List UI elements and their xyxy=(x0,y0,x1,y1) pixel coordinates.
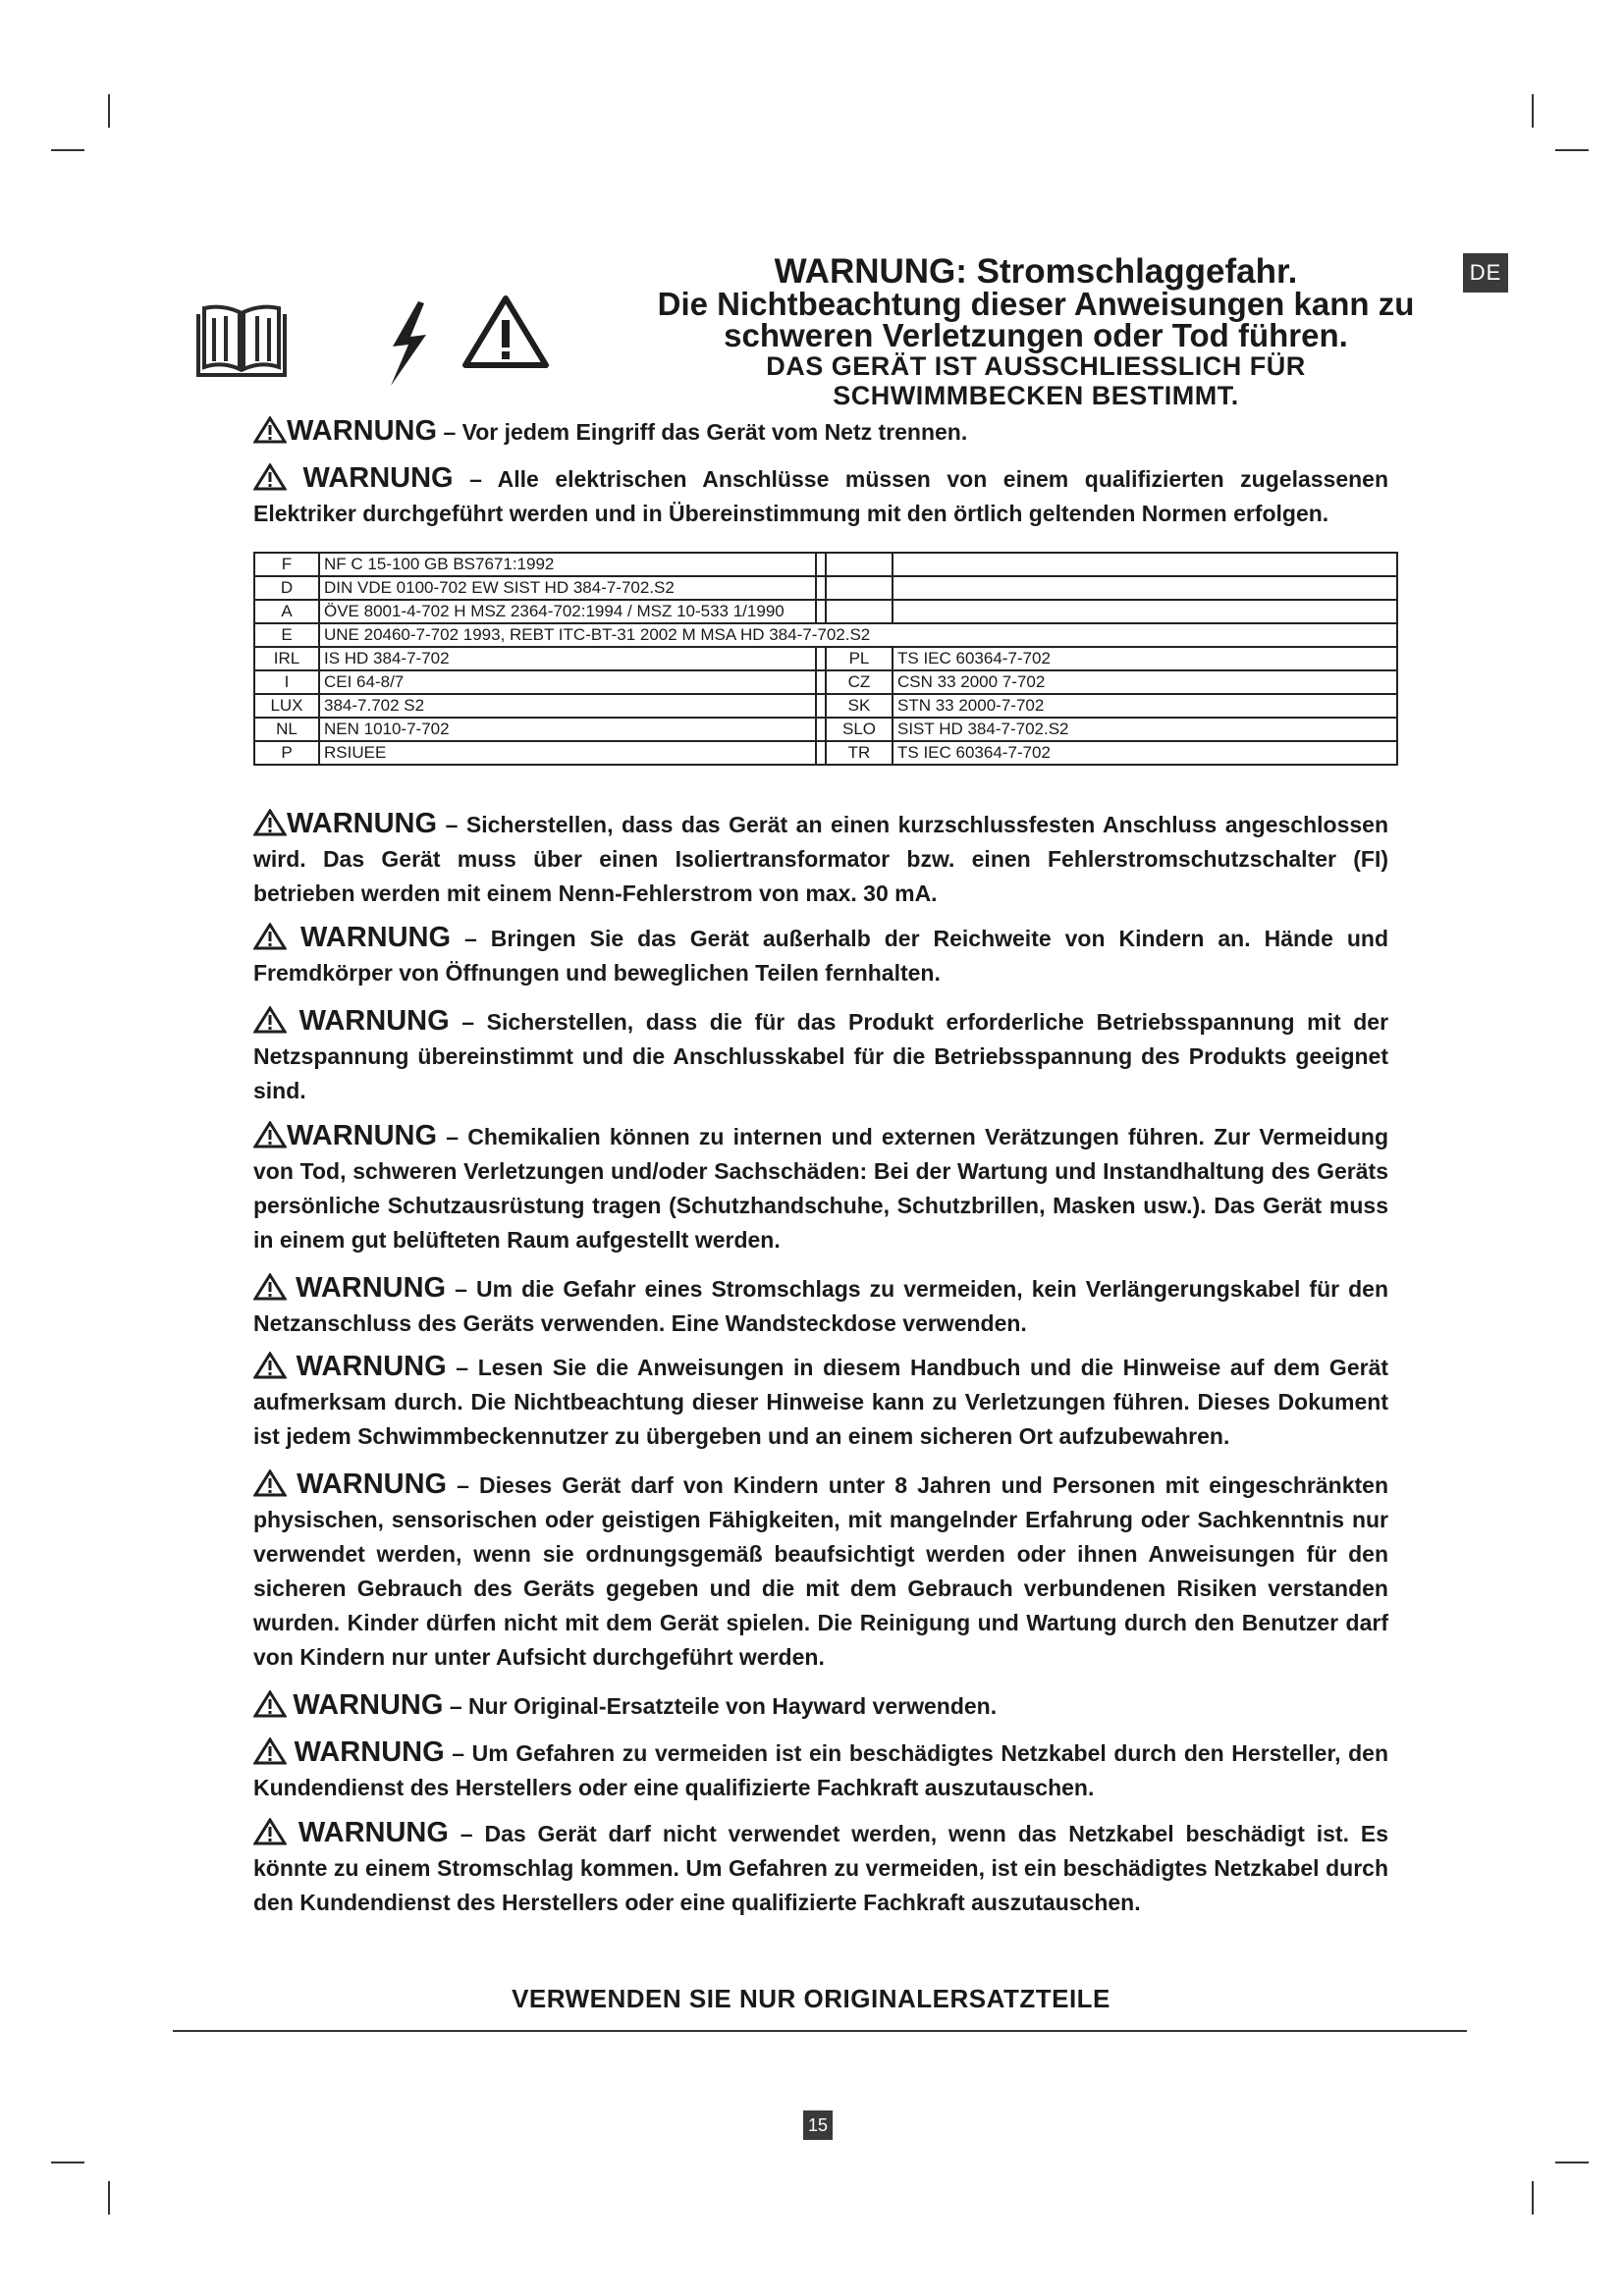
page-number: 15 xyxy=(803,2110,833,2140)
warning-paragraph xyxy=(253,414,1388,450)
crop-mark xyxy=(1532,2181,1534,2215)
table-cell: UNE 20460-7-702 1993, REBT ITC-BT-31 2002 M MSA HD 384-7-702.S2 xyxy=(319,623,1397,647)
table-cell: SK xyxy=(826,694,893,718)
table-cell: TS IEC 60364-7-702 xyxy=(893,741,1397,765)
warning-triangle-icon xyxy=(253,923,287,950)
header-line: DAS GERÄT IST AUSSCHLIESSLICH FÜR xyxy=(766,351,1306,381)
footer-title: VERWENDEN SIE NUR ORIGINALERSATZTEILE xyxy=(512,1984,1110,2013)
warning-label: WARNUNG xyxy=(294,1736,445,1768)
table-cell: CZ xyxy=(826,670,893,694)
warning-label: WARNUNG xyxy=(298,1005,450,1037)
table-cell: A xyxy=(254,600,319,623)
warning-label: WARNUNG xyxy=(297,1468,448,1500)
table-row xyxy=(254,718,1397,741)
table-cell: IRL xyxy=(254,647,319,670)
table-cell: DIN VDE 0100-702 EW SIST HD 384-7-702.S2 xyxy=(319,576,816,600)
table-row xyxy=(254,600,1397,623)
table-cell: I xyxy=(254,670,319,694)
warning-label: WARNUNG xyxy=(299,922,452,953)
table-cell: LUX xyxy=(254,694,319,718)
table-cell: SIST HD 384-7-702.S2 xyxy=(893,718,1397,741)
warning-text: – Das Gerät darf nicht verwendet werden, wenn das Netzkabel beschädigt ist. Es könnte zu einem Stromschlag kommen. Um Gefahren zu vermeiden, ist ein beschädigtes Netzkabel durch den Kundendienst des Herstellers oder eine qualifizierte Fachkraft auszutauschen. xyxy=(253,1821,1388,1915)
table-cell: CSN 33 2000 7-702 xyxy=(893,670,1397,694)
table-row xyxy=(254,741,1397,765)
crop-mark xyxy=(108,2181,110,2215)
table-cell: SLO xyxy=(826,718,893,741)
warning-label: WARNUNG xyxy=(287,808,438,839)
crop-mark xyxy=(51,2162,84,2163)
table-cell: NF C 15-100 GB BS7671:1992 xyxy=(319,553,816,576)
footer-divider xyxy=(173,2030,1467,2032)
table-cell: STN 33 2000-7-702 xyxy=(893,694,1397,718)
header-line: SCHWIMMBECKEN BESTIMMT. xyxy=(833,381,1239,410)
warning-paragraph xyxy=(253,921,1388,990)
table-cell: 384-7.702 S2 xyxy=(319,694,816,718)
table-cell: RSIUEE xyxy=(319,741,816,765)
warning-paragraph xyxy=(253,1688,1388,1724)
lightning-bolt-icon xyxy=(383,299,432,388)
warning-triangle-icon xyxy=(253,809,287,836)
warning-paragraph xyxy=(253,1271,1388,1341)
table-cell: NL xyxy=(254,718,319,741)
warning-label: WARNUNG xyxy=(298,1817,449,1848)
warning-label: WARNUNG xyxy=(296,1272,447,1304)
header-line: schweren Verletzungen oder Tod führen. xyxy=(724,317,1348,353)
crop-mark xyxy=(108,94,110,128)
warning-text: – Lesen Sie die Anweisungen in diesem Handbuch und die Hinweise auf dem Gerät aufmerksam durch. Die Nichtbeachtung dieser Hinweise kann zu Verletzungen führen. Dieses Dokument ist jedem Schwimmbeckennutzer zu übergeben und an einem sicheren Ort aufzubewahren. xyxy=(253,1355,1389,1449)
header-line: Die Nichtbeachtung dieser Anweisungen kann zu xyxy=(657,286,1415,322)
warning-text: – Dieses Gerät darf von Kindern unter 8 Jahren und Personen mit eingeschränkten physischen, sensorischen oder geistigen Fähigkeiten, mit mangelnder Erfahrung oder Sachkenntnis nur verwendet werden, wenn sie ordnungsgemäß beaufsichtigt werden oder ihnen Anweisungen für den sicheren Gebrauch des Geräts gegeben und die mit dem Gebrauch verbundenen Risiken verstanden wurden. Kinder dürfen nicht mit dem Gerät spielen. Die Reinigung und Wartung durch den Benutzer darf von Kindern nur unter Aufsicht durchgeführt werden. xyxy=(253,1472,1389,1670)
table-cell: TS IEC 60364-7-702 xyxy=(893,647,1397,670)
warning-triangle-icon xyxy=(253,1469,287,1497)
table-cell: P xyxy=(254,741,319,765)
warning-text: – Alle elektrischen Anschlüsse müssen von einem qualifizierten zugelassenen Elektriker durchgeführt werden und in Übereinstimmung mit den örtlich geltenden Normen erfolgen. xyxy=(253,466,1389,526)
table-row xyxy=(254,553,1397,576)
warning-text: – Um Gefahren zu vermeiden ist ein beschädigtes Netzkabel durch den Hersteller, den Kundendienst des Herstellers oder eine qualifizierte Fachkraft auszutauschen. xyxy=(253,1740,1389,1800)
table-cell: ÖVE 8001-4-702 H MSZ 2364-702:1994 / MSZ 10-533 1/1990 xyxy=(319,600,816,623)
table-cell: PL xyxy=(826,647,893,670)
table-cell: IS HD 384-7-702 xyxy=(319,647,816,670)
warning-label: WARNUNG xyxy=(302,462,454,494)
table-row xyxy=(254,576,1397,600)
warning-triangle-icon xyxy=(253,1273,287,1301)
warning-paragraph xyxy=(253,461,1388,531)
warning-paragraph xyxy=(253,1468,1388,1675)
table-cell: CEI 64-8/7 xyxy=(319,670,816,694)
header-line: WARNUNG: Stromschlaggefahr. xyxy=(774,252,1298,291)
crop-mark xyxy=(1555,2162,1589,2163)
warning-paragraph xyxy=(253,807,1388,911)
warning-text: – Chemikalien können zu internen und externen Verätzungen führen. Zur Vermeidung von Tod, schweren Verletzungen und/oder Sachschäden: Bei der Wartung und Instandhaltung des Geräts persönliche Schutzausrüstung tragen (Schutzhandschuhe, Schutzbrillen, Masken usw.). Das Gerät muss in einem gut belüfteten Raum aufgestellt werden. xyxy=(253,1124,1388,1253)
table-row xyxy=(254,623,1397,647)
warning-triangle-icon xyxy=(253,1121,287,1148)
warning-triangle-icon xyxy=(253,1690,287,1718)
table-cell: F xyxy=(254,553,319,576)
warning-label: WARNUNG xyxy=(296,1351,447,1382)
warning-text: – Nur Original-Ersatzteile von Hayward verwenden. xyxy=(449,1693,998,1719)
language-badge: DE xyxy=(1463,253,1508,293)
header-title xyxy=(628,252,1443,410)
warning-text: – Sicherstellen, dass das Gerät an einen kurzschlussfesten Anschluss angeschlossen wird. Das Gerät muss über einen Isoliertransformator bzw. einen Fehlerstromschutzschalter (FI) betrieben werden mit einem Nenn-Fehlerstrom von max. 30 mA. xyxy=(253,812,1389,906)
manual-book-icon xyxy=(194,304,289,385)
table-cell: D xyxy=(254,576,319,600)
warning-triangle-icon xyxy=(253,463,287,491)
warning-text: – Bringen Sie das Gerät außerhalb der Reichweite von Kindern an. Hände und Fremdkörper von Öffnungen und beweglichen Teilen fernhalten. xyxy=(253,926,1388,986)
warning-triangle-icon xyxy=(253,1737,287,1765)
warning-label: WARNUNG xyxy=(287,1120,438,1151)
warning-label: WARNUNG xyxy=(293,1689,444,1721)
warning-paragraph xyxy=(253,1735,1388,1805)
crop-mark xyxy=(1532,94,1534,128)
table-row xyxy=(254,670,1397,694)
table-row xyxy=(254,694,1397,718)
warning-text: – Vor jedem Eingriff das Gerät vom Netz trennen. xyxy=(443,419,968,445)
warning-triangle-icon xyxy=(253,1818,287,1845)
warning-triangle-icon xyxy=(253,416,287,444)
table-cell: E xyxy=(254,623,319,647)
warning-triangle-icon xyxy=(253,1352,287,1379)
warning-paragraph xyxy=(253,1816,1388,1920)
warning-text: – Sicherstellen, dass die für das Produkt erforderliche Betriebsspannung mit der Netzspannung übereinstimmt und die Anschlusskabel für die Betriebsspannung des Produkts geeignet sind. xyxy=(253,1009,1389,1103)
warning-text: – Um die Gefahr eines Stromschlags zu vermeiden, kein Verlängerungskabel für den Netzanschluss des Geräts verwenden. Eine Wandsteckdose verwenden. xyxy=(253,1276,1389,1336)
table-cell: TR xyxy=(826,741,893,765)
crop-mark xyxy=(51,149,84,151)
warning-paragraph xyxy=(253,1119,1388,1257)
table-cell: NEN 1010-7-702 xyxy=(319,718,816,741)
warning-triangle-icon xyxy=(253,1006,287,1034)
table-row xyxy=(254,647,1397,670)
warning-triangle-icon xyxy=(461,294,550,369)
norms-table xyxy=(253,552,1398,766)
warning-paragraph xyxy=(253,1350,1388,1454)
warning-paragraph xyxy=(253,1004,1388,1108)
warning-label: WARNUNG xyxy=(287,415,438,447)
crop-mark xyxy=(1555,149,1589,151)
